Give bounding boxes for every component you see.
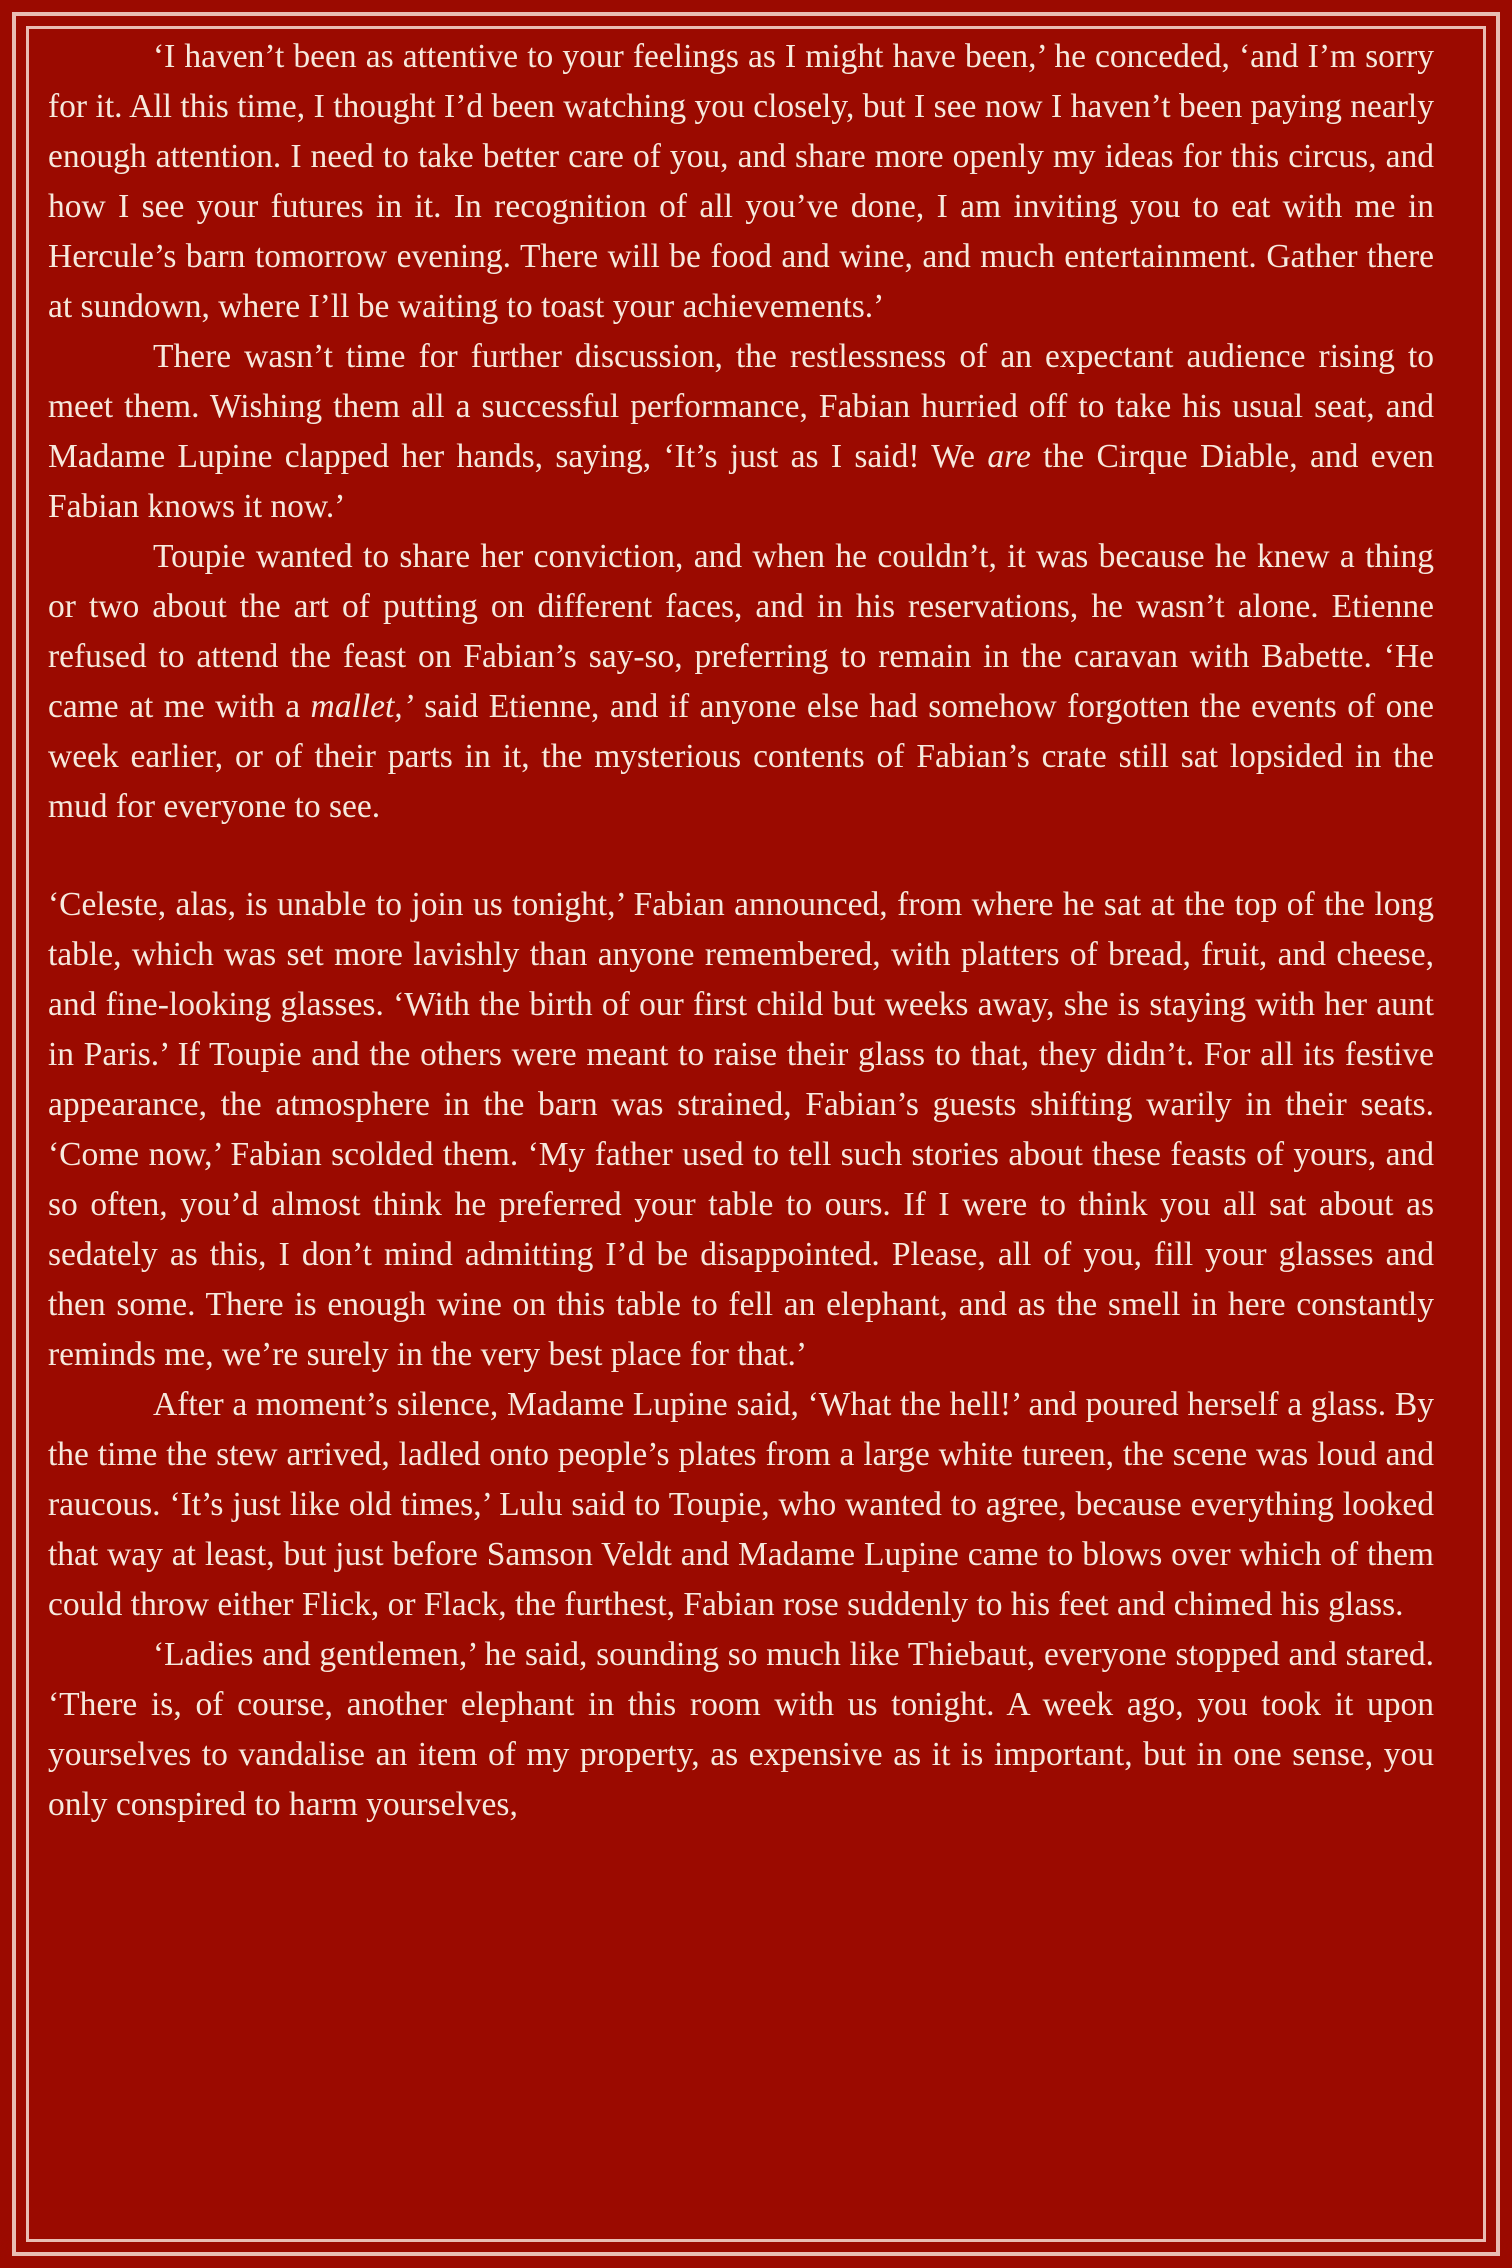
book-page-text xyxy=(48,32,1434,1830)
paragraph-3 xyxy=(48,532,1434,832)
paragraph-5 xyxy=(48,1380,1434,1630)
paragraph-6 xyxy=(48,1630,1434,1830)
emphasis-text: are xyxy=(987,438,1031,475)
paragraph-2 xyxy=(48,332,1434,532)
paragraph-text: ‘I haven’t been as attentive to your feelings as I might have been,’ he conceded, ‘and I’m sorry for it. All this time, I thought I’d been watching you closely, but I see now I haven’t been paying nearly enough attention. I need to take better care of you, and share more openly my ideas for this circus, and how I see your futures in it. In recognition of all you’ve done, I am inviting you to eat with me in Hercule’s barn tomorrow evening. There will be food and wine, and much entertainment. Gather there at sundown, where I’ll be waiting to toast your achievements.’ xyxy=(48,38,1434,325)
paragraph-1 xyxy=(48,32,1434,332)
paragraph-text: After a moment’s silence, Madame Lupine said, ‘What the hell!’ and poured herself a glass. By the time the stew arrived, ladled onto people’s plates from a large white tureen, the scene was loud and raucous. ‘It’s just like old times,’ Lulu said to Toupie, who wanted to agree, because everything looked that way at least, but just before Samson Veldt and Madame Lupine came to blows over which of them could throw either Flick, or Flack, the furthest, Fabian rose suddenly to his feet and chimed his glass. xyxy=(48,1386,1434,1623)
paragraph-4 xyxy=(48,880,1434,1380)
paragraph-text: There wasn’t time for further discussion, the restlessness of an expectant audience rising to meet them. Wishing them all a successful performance, Fabian hurried off to take his usual seat, and Madame Lupine clapped her hands, saying, ‘It’s just as I said! We xyxy=(48,338,1434,475)
paragraph-text: the Cirque Diable, and even Fabian knows it now.’ xyxy=(48,438,1434,525)
emphasis-text: mallet,’ xyxy=(310,688,414,725)
paragraph-text: ‘Ladies and gentlemen,’ he said, sounding so much like Thiebaut, everyone stopped and stared. ‘There is, of course, another elephant in this room with us tonight. A week ago, you took it upon yourselves to vandalise an item of my property, as expensive as it is important, but in one sense, you only conspired to harm yourselves, xyxy=(48,1636,1434,1823)
paragraph-text: ‘Celeste, alas, is unable to join us tonight,’ Fabian announced, from where he sat at the top of the long table, which was set more lavishly than anyone remembered, with platters of bread, fruit, and cheese, and fine-looking glasses. ‘With the birth of our first child but weeks away, she is staying with her aunt in Paris.’ If Toupie and the others were meant to raise their glass to that, they didn’t. For all its festive appearance, the atmosphere in the barn was strained, Fabian’s guests shifting warily in their seats. ‘Come now,’ Fabian scolded them. ‘My father used to tell such stories about these feasts of yours, and so often, you’d almost think he preferred your table to ours. If I were to think you all sat about as sedately as this, I don’t mind admitting I’d be disappointed. Please, all of you, fill your glasses and then some. There is enough wine on this table to fell an elephant, and as the smell in here constantly reminds me, we’re surely in the very best place for that.’ xyxy=(48,886,1434,1373)
paragraph-text: said Etienne, and if anyone else had somehow forgotten the events of one week earlier, or of their parts in it, the mysterious contents of Fabian’s crate still sat lopsided in the mud for everyone to see. xyxy=(48,688,1434,825)
paragraph-text: Toupie wanted to share her conviction, and when he couldn’t, it was because he knew a thing or two about the art of putting on different faces, and in his reservations, he wasn’t alone. Etienne refused to attend the feast on Fabian’s say-so, preferring to remain in the caravan with Babette. ‘He came at me with a xyxy=(48,538,1434,725)
